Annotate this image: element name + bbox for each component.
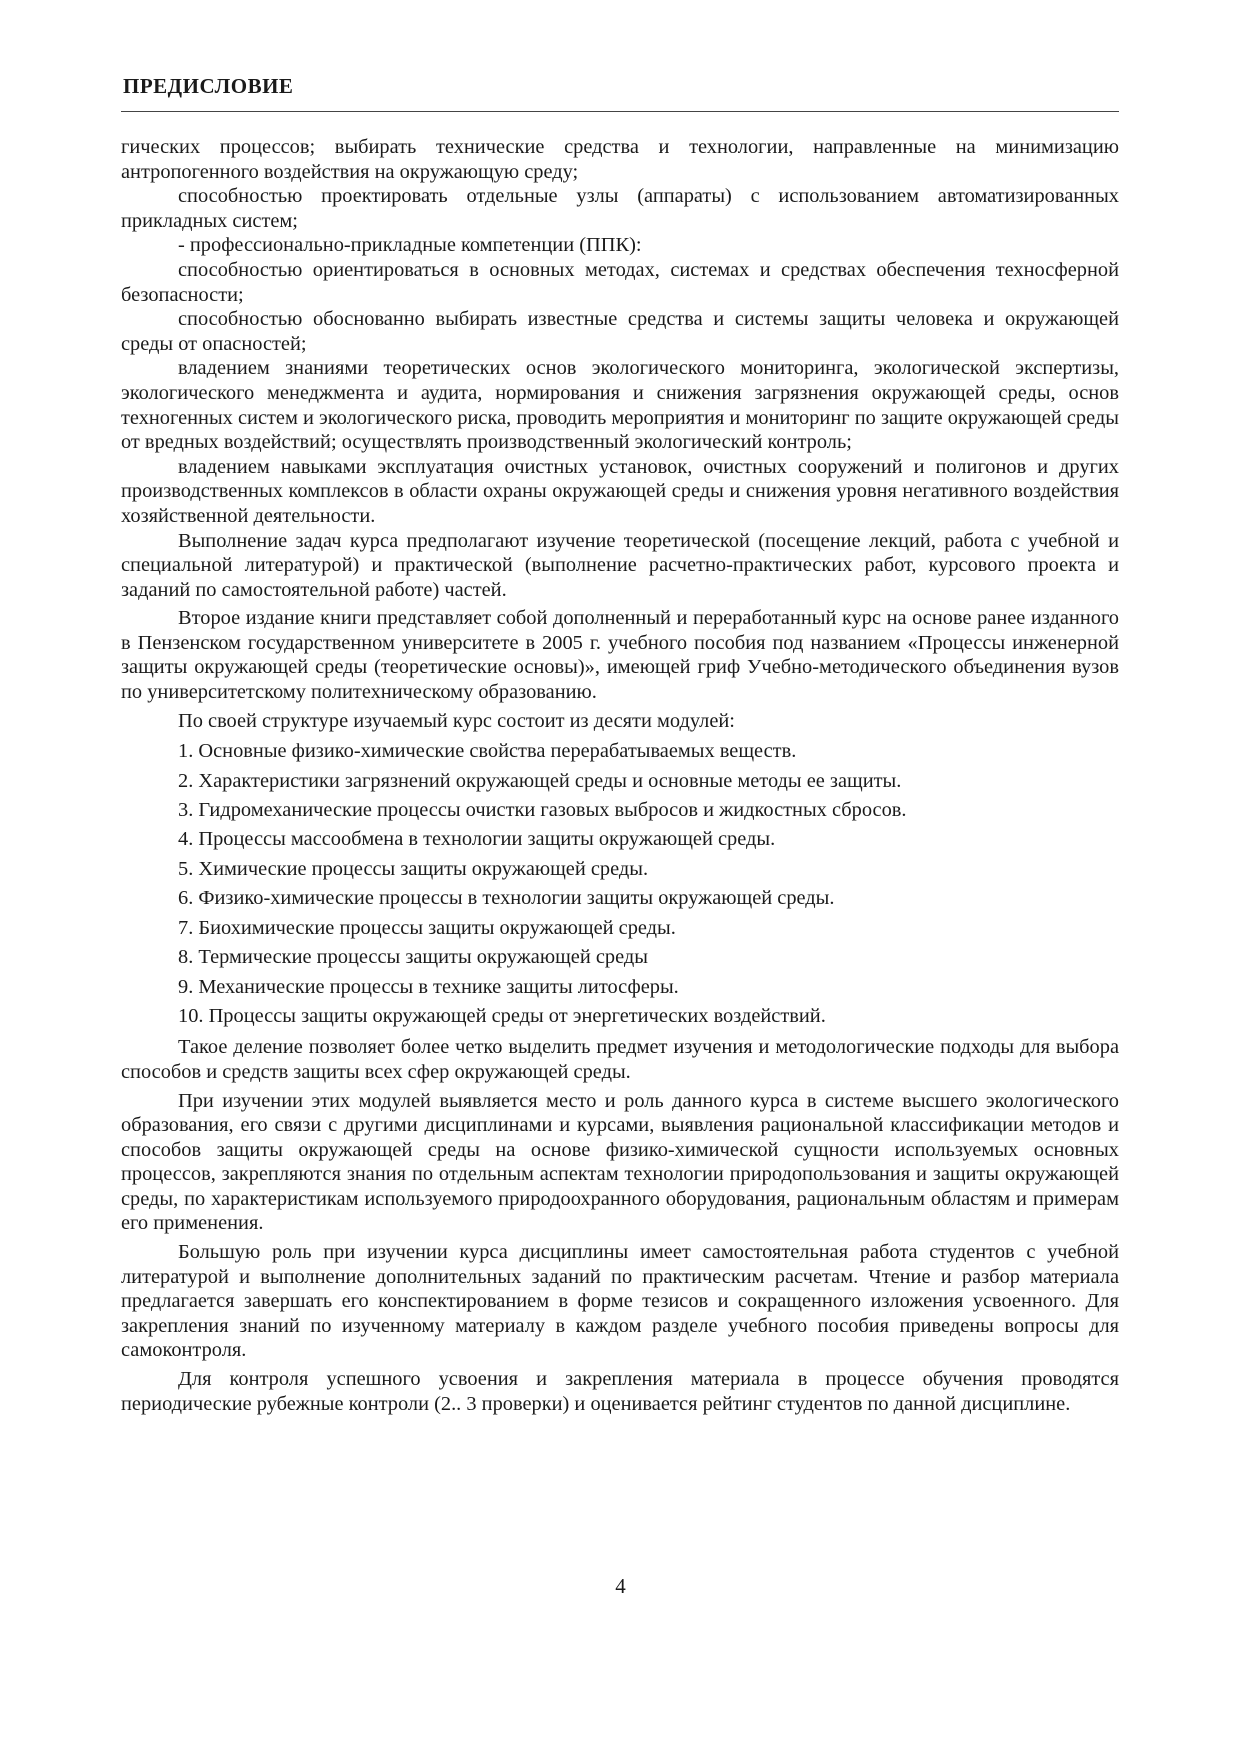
paragraph: Второе издание книги представляет собой дополненный и переработанный курс на основе ранее изданного в Пензенском государственном университете в 2005 г. учебного пособия под названием «Процессы инженерной защиты окружающей среды (теоретические основы)», имеющей гриф Учебно-методического объединения вузов по университетскому политехническому образованию. <box>121 607 1119 704</box>
running-header-title: ПРЕДИСЛОВИЕ <box>123 74 294 98</box>
paragraph: - профессионально-прикладные компетенции (ППК): <box>178 234 642 257</box>
paragraph: По своей структуре изучаемый курс состоит из десяти модулей: <box>178 709 735 732</box>
paragraph: владением знаниями теоретических основ экологического мониторинга, экологической экспертизы, экологического менеджмента и аудита, нормирования и снижения загрязнения окружающей среды, основ техногенных систем и экологического риска, проводить мероприятия и мониторинг по защите окружающей среды от вредных воздействий; осуществлять производственный экологический контроль; <box>121 357 1119 454</box>
page-number: 4 <box>615 1574 626 1598</box>
list-item: 9. Механические процессы в технике защиты литосферы. <box>178 975 679 998</box>
paragraph: гических процессов; выбирать технические средства и технологии, направленные на минимизацию антропогенного воздействия на окружающую среду; <box>121 136 1119 183</box>
paragraph: Такое деление позволяет более четко выделить предмет изучения и методологические подходы для выбора способов и средств защиты всех сфер окружающей среды. <box>121 1036 1119 1083</box>
list-item: 6. Физико-химические процессы в технологии защиты окружающей среды. <box>178 887 835 910</box>
paragraph: При изучении этих модулей выявляется место и роль данного курса в системе высшего экологического образования, его связи с другими дисциплинами и курсами, выявления рациональной классификации методов и способов защиты окружающей среды на основе физико-химической сущности используемых основных процессов, закрепляются знания по отдельным аспектам технологии природопользования и защиты окружающей среды, по характеристикам используемого природоохранного оборудования, рациональным областям и примерам его применения. <box>121 1089 1119 1235</box>
paragraph: способностью обоснованно выбирать известные средства и системы защиты человека и окружающей среды от опасностей; <box>121 308 1119 355</box>
body-text <box>121 135 1119 1416</box>
paragraph: владением навыками эксплуатация очистных установок, очистных сооружений и полигонов и других производственных комплексов в области охраны окружающей среды и снижения уровня негативного воздействия хозяйственной деятельности. <box>121 455 1119 527</box>
list-item: 5. Химические процессы защиты окружающей среды. <box>178 857 649 880</box>
list-item: 3. Гидромеханические процессы очистки газовых выбросов и жидкостных сбросов. <box>178 799 907 822</box>
list-item: 8. Термические процессы защиты окружающей среды <box>178 946 648 969</box>
module-list <box>121 737 1119 1031</box>
paragraph: Большую роль при изучении курса дисциплины имеет самостоятельная работа студентов с учебной литературой и выполнение дополнительных заданий по практическим расчетам. Чтение и разбор материала предлагается завершать его конспектированием в форме тезисов и сокращенного изложения усвоенного. Для закрепления знаний по изученному материалу в каждом разделе учебного пособия приведены вопросы для самоконтроля. <box>121 1241 1119 1362</box>
paragraph: Для контроля успешного усвоения и закрепления материала в процессе обучения проводятся периодические рубежные контроли (2.. 3 проверки) и оценивается рейтинг студентов по данной дисциплине. <box>121 1368 1119 1415</box>
list-item: 2. Характеристики загрязнений окружающей среды и основные методы ее защиты. <box>178 769 902 792</box>
list-item: 1. Основные физико-химические свойства перерабатываемых веществ. <box>178 740 797 763</box>
paragraph: Выполнение задач курса предполагают изучение теоретической (посещение лекций, работа с учебной и специальной литературой) и практической (выполнение расчетно-практических работ, курсового проекта и заданий по самостоятельной работе) частей. <box>121 529 1119 601</box>
list-item: 4. Процессы массообмена в технологии защиты окружающей среды. <box>178 828 776 851</box>
list-item: 10. Процессы защиты окружающей среды от энергетических воздействий. <box>178 1004 826 1027</box>
header-rule <box>121 111 1119 112</box>
list-item: 7. Биохимические процессы защиты окружающей среды. <box>178 916 676 939</box>
paragraph: способностью проектировать отдельные узлы (аппараты) с использованием автоматизированных прикладных систем; <box>121 185 1119 232</box>
paragraph: способностью ориентироваться в основных методах, системах и средствах обеспечения техносферной безопасности; <box>121 258 1119 306</box>
